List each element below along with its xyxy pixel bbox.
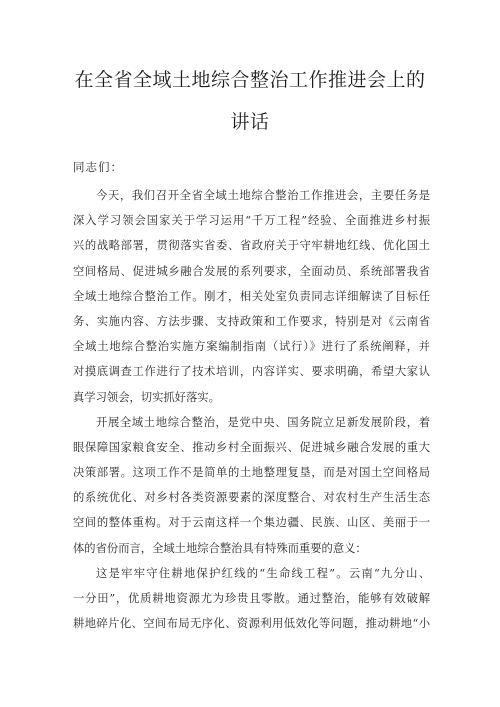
paragraph-3-line: 这是牢牢守住耕地保护红线的“生命线工程”。云南“九分山、 <box>96 566 430 580</box>
paragraph-1-line: 对摸底调查工作进行了技术培训，内容详实、要求明确，希望大家认 <box>73 365 430 379</box>
paragraph-2-line: 开展全域土地综合整治，是党中央、国务院立足新发展阶段，着 <box>96 415 430 429</box>
paragraph-2-line: 空间的整体重构。对于云南这样一个集边疆、民族、山区、美丽于一 <box>73 516 430 530</box>
paragraph-2-line: 决策部署。这项工作不是简单的土地整理复垦，而是对国土空间格局 <box>73 466 430 480</box>
document-body <box>73 183 430 636</box>
paragraph-2-line: 的系统优化、对乡村各类资源要素的深度整合、对农村生产生活生态 <box>73 491 430 505</box>
document-title-line-2: 讲话 <box>230 111 270 133</box>
paragraph-1-line: 今天，我们召开全省全域土地综合整治工作推进会，主要任务是 <box>96 189 430 202</box>
paragraph-1-line: 务、实施内容、方法步骤、支持政策和工作要求，特别是对《云南省 <box>73 314 430 328</box>
paragraph-1-line: 兴的战略部署，贯彻落实省委、省政府关于守牢耕地红线、优化国土 <box>73 239 430 253</box>
salutation: 同志们： <box>73 160 123 174</box>
paragraph-2-line: 眼保障国家粮食安全、推动乡村全面振兴、促进城乡融合发展的重大 <box>73 440 430 454</box>
paragraph-3-line: 一分田”，优质耕地资源尤为珍贵且零散。通过整治，能够有效破解 <box>73 592 430 605</box>
document-title-line-1: 在全省全域土地综合整治工作推进会上的 <box>74 69 426 91</box>
paragraph-1-line: 深入学习领会国家关于学习运用“千万工程”经验、全面推进乡村振 <box>73 214 430 228</box>
paragraph-1-line: 真学习领会，切实抓好落实。 <box>73 390 220 404</box>
paragraph-2-line: 体的省份而言，全域土地综合整治具有特殊而重要的意义： <box>73 541 367 555</box>
paragraph-1-line: 空间格局、促进城乡融合发展的系列要求，全面动员、系统部署我省 <box>73 264 430 278</box>
paragraph-3-line: 耕地碎片化、空间布局无序化、资源利用低效化等问题，推动耕地“小 <box>73 617 430 631</box>
paragraph-1-line: 全域土地综合整治实施方案编制指南（试行）》进行了系统阐释，并 <box>73 340 430 354</box>
paragraph-1-line: 全域土地综合整治工作。刚才，相关处室负责同志详细解读了目标任 <box>73 289 430 303</box>
